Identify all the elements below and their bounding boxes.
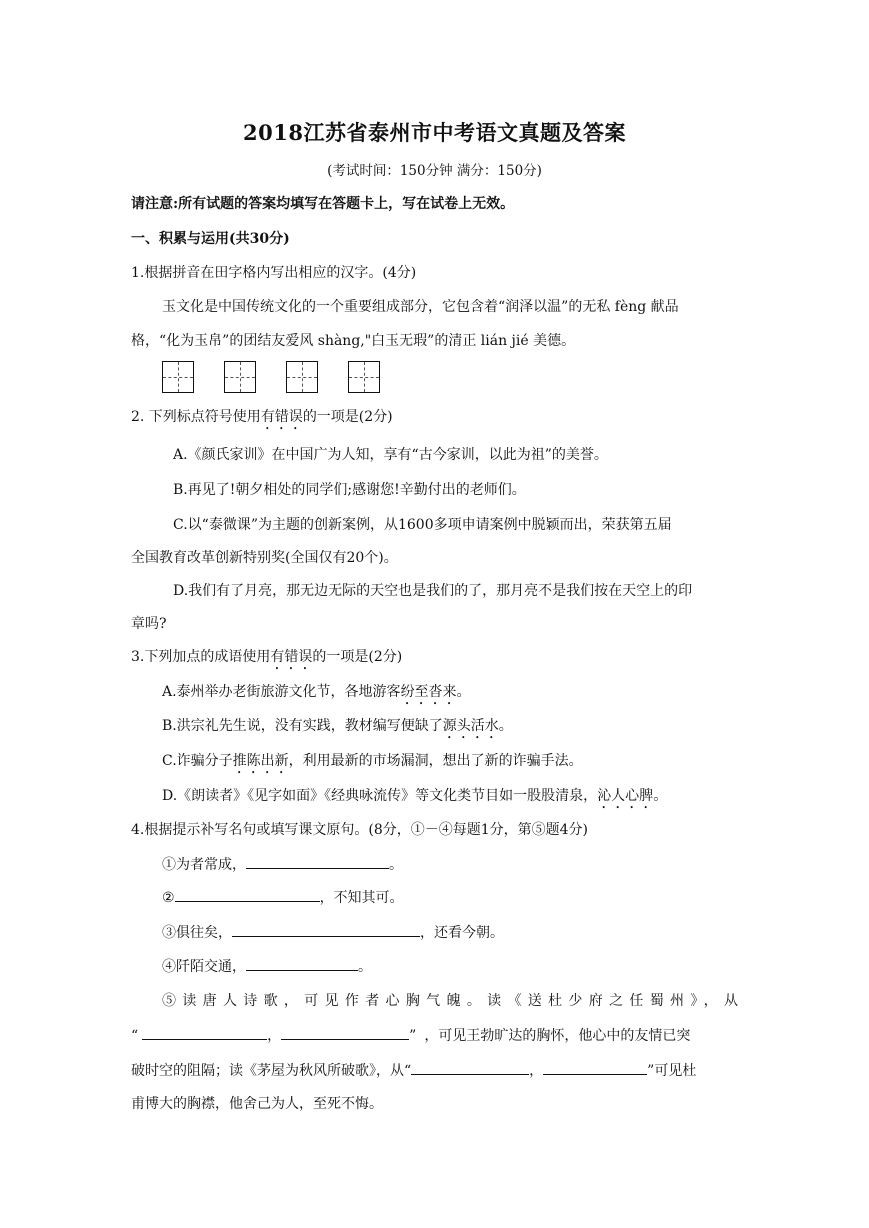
option-a: A.泰州举办老街旅游文化节，各地游客纷至沓来。 xyxy=(162,684,471,700)
option-c: 全国教育改革创新特别奖(全国仅有20个)。 xyxy=(131,550,398,566)
exam-info: (考试时间：150分钟 满分：150分) xyxy=(327,163,542,179)
fill-item-3: ③俱往矣， ，还看今朝。 xyxy=(162,921,869,942)
fill-item-2: ② ，不知其可。 xyxy=(162,886,869,907)
fill-item-5: 破时空的阻隔；读《茅屋为秋风所破歌》，从“ ， ”可见杜 xyxy=(131,1059,869,1080)
emphasis: 有错误 xyxy=(260,409,303,425)
option-c: C.诈骗分子推陈出新，利用最新的市场漏洞，想出了新的诈骗手法。 xyxy=(162,753,583,769)
option-b: B.再见了!朝夕相处的同学们;感谢您!辛勤付出的老师们。 xyxy=(173,482,526,498)
option-d: D.《朗读者》《见字如面》《经典咏流传》等文化类节目如一股股清泉，沁人心脾。 xyxy=(162,788,668,804)
emphasis: 源头活水 xyxy=(442,718,499,734)
question-4-stem: 4.根据提示补写名句或填写课文原句。(8分，①－④每题1分，第⑤题4分) xyxy=(131,822,589,838)
option-a: A.《颜氏家训》在中国广为人知，享有“古今家训，以此为祖”的美誉。 xyxy=(173,447,608,463)
fill-item-4: ④阡陌交通， 。 xyxy=(162,955,869,976)
fill-item-1: ①为者常成， 。 xyxy=(162,853,869,874)
tianzige-box[interactable] xyxy=(348,361,380,393)
section-heading: 一、积累与运用(共30分) xyxy=(131,231,290,247)
question-3-stem: 3.下列加点的成语使用有错误的一项是(2分) xyxy=(131,649,403,665)
answer-blank[interactable] xyxy=(543,1059,647,1075)
option-b: B.洪宗礼先生说，没有实践，教材编写便缺了源头活水。 xyxy=(162,718,513,734)
question-1-text: 玉文化是中国传统文化的一个重要组成部分，它包含着“润泽以温”的无私 fèng 献品 xyxy=(162,299,679,315)
option-c: C.以“泰微课”为主题的创新案例，从1600多项申请案例中脱颖而出，荣获第五届 xyxy=(173,517,672,533)
tianzige-box[interactable] xyxy=(224,361,256,393)
question-1-stem: 1.根据拼音在田字格内写出相应的汉字。(4分) xyxy=(131,265,417,281)
question-2-stem: 2. 下列标点符号使用有错误的一项是(2分) xyxy=(131,409,393,425)
fill-item-5: 甫博大的胸襟，他舍己为人，至死不悔。 xyxy=(131,1096,383,1112)
answer-blank[interactable] xyxy=(246,853,389,869)
emphasis: 沁人心脾 xyxy=(597,788,654,804)
emphasis: 推陈出新 xyxy=(232,753,289,769)
question-1-text: 格，“化为玉帛”的团结友爱风 shàng,"白玉无瑕”的清正 lián jié 美德。 xyxy=(131,333,576,349)
emphasis: 纷至沓来 xyxy=(400,684,457,700)
answer-blank[interactable] xyxy=(142,1024,267,1040)
option-d: D.我们有了月亮，那无边无际的天空也是我们的了，那月亮不是我们按在天空上的印 xyxy=(173,583,693,599)
fill-item-5: ⑤读唐人诗歌，可见作者心胸气魄。读《送杜少府之任蜀州》，从 xyxy=(162,993,738,1009)
fill-item-5: “ ， ” ，可见王勃旷达的胸怀，他心中的友情已突 xyxy=(131,1024,869,1045)
answer-blank[interactable] xyxy=(246,955,358,971)
notice: 请注意:所有试题的答案均填写在答题卡上，写在试卷上无效。 xyxy=(131,196,515,212)
answer-blank[interactable] xyxy=(175,886,320,902)
option-d: 章吗? xyxy=(131,616,167,632)
tianzige-box[interactable] xyxy=(286,361,318,393)
answer-blank[interactable] xyxy=(232,921,420,937)
answer-blank[interactable] xyxy=(281,1024,409,1040)
answer-blank[interactable] xyxy=(411,1059,529,1075)
tianzige-box[interactable] xyxy=(162,361,194,393)
emphasis: 有错误 xyxy=(270,649,313,665)
page-title: 2018江苏省泰州市中考语文真题及答案 xyxy=(243,120,626,145)
